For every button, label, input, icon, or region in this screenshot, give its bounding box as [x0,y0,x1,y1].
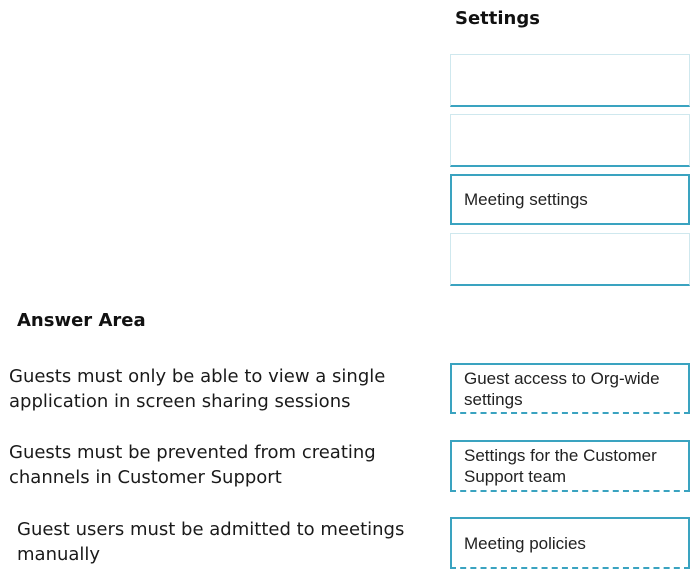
answer-drop-target[interactable] [450,363,690,414]
settings-option-meeting-settings[interactable] [450,174,690,225]
answer-drop-target[interactable] [450,517,690,569]
settings-option-slot[interactable] [450,233,690,286]
answer-label: Guest access to Org-wide settings [464,368,660,409]
answer-drop-target[interactable] [450,440,690,492]
settings-option-label: Meeting settings [464,190,588,209]
answer-label: Settings for the Customer Support team [464,446,657,486]
requirement-text: Guests must be prevented from creating channels in Customer Support [9,442,376,488]
answer-area-title: Answer Area [17,310,146,331]
settings-title: Settings [455,8,540,29]
settings-option-slot[interactable] [450,114,690,167]
answer-label: Meeting policies [464,533,586,553]
requirement-text: Guests must only be able to view a single application in screen sharing sessions [9,366,386,412]
requirement-text: Guest users must be admitted to meetings manually [17,519,405,565]
settings-option-slot[interactable] [450,54,690,107]
